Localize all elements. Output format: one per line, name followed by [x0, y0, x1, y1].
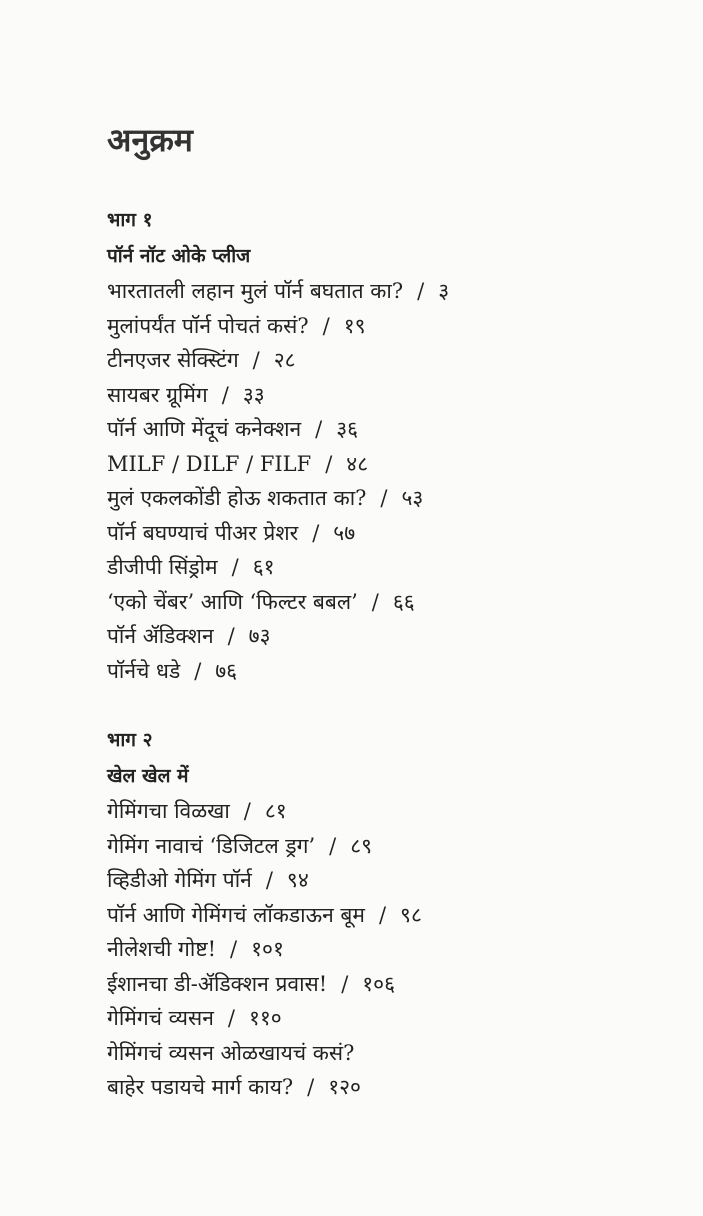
toc-entry [107, 378, 667, 413]
toc-entry [107, 654, 667, 689]
toc-page-number: ३३ [242, 382, 265, 407]
toc-separator: / [243, 799, 251, 823]
toc-separator: / [231, 555, 239, 579]
toc-entry [107, 932, 667, 967]
toc-entry-title: गेमिंगचं व्यसन [107, 1006, 214, 1030]
toc-entry [107, 794, 667, 829]
toc-page-number: ५३ [401, 486, 424, 510]
table-of-contents [107, 118, 667, 1139]
toc-entry-title: ईशानचा डी-ॲडिक्शन प्रवास! [107, 971, 328, 996]
toc-separator: / [341, 971, 349, 996]
toc-page-number: ४८ [346, 451, 369, 476]
toc-entry [107, 550, 667, 585]
toc-separator: / [221, 382, 229, 407]
toc-page-number: ६६ [392, 589, 415, 614]
toc-entry [107, 412, 667, 447]
part-title: पॉर्न नॉट ओके प्लीज [107, 245, 251, 267]
toc-entry-title: ‘एको चेंबर’ आणि ‘फिल्टर बबल’ [107, 589, 358, 614]
toc-entry-title: व्हिडीओ गेमिंग पॉर्न [107, 868, 252, 892]
toc-separator: / [230, 937, 238, 961]
toc-page-number: ११० [248, 1006, 282, 1030]
toc-page-number: १९ [343, 313, 366, 338]
toc-entry [107, 1070, 667, 1105]
toc-entry-title: पॉर्न आणि गेमिंगचं लॉकडाऊन बूम [107, 902, 365, 927]
toc-page-number: १०६ [362, 971, 396, 996]
toc-page-number: ७६ [215, 658, 238, 683]
toc-separator: / [227, 1006, 235, 1030]
toc-entry [107, 863, 667, 898]
toc-entry-title: मुलांपर्यंत पॉर्न पोचतं कसं? [107, 313, 309, 338]
toc-separator: / [380, 486, 388, 510]
toc-page-number: ३६ [336, 417, 359, 441]
toc-separator: / [265, 868, 273, 892]
toc-separator: / [378, 902, 387, 927]
toc-page-number: २८ [273, 348, 296, 372]
page-title: अनुक्रम [107, 121, 193, 159]
toc-separator: / [322, 313, 330, 338]
toc-page-number: ९४ [286, 868, 309, 892]
toc-separator: / [329, 833, 337, 858]
toc-entry-title: पॉर्न ॲडिक्शन [107, 624, 214, 648]
toc-separator: / [417, 279, 425, 303]
toc-entry [107, 967, 667, 1002]
toc-page-number: १२० [328, 1075, 361, 1099]
toc-entry-title: सायबर ग्रूमिंग [107, 382, 208, 407]
toc-page-number: ३ [438, 279, 450, 303]
part-title: खेल खेल में [107, 765, 189, 787]
toc-section [107, 202, 667, 688]
toc-page-number: ७३ [248, 624, 271, 648]
toc-entry-title: पॉर्नचे धडे [107, 658, 181, 683]
toc-page-number: ६१ [252, 555, 275, 579]
toc-separator: / [312, 520, 320, 545]
toc-separator: / [325, 451, 333, 476]
toc-separator: / [252, 348, 260, 372]
toc-separator: / [307, 1075, 315, 1099]
toc-entry [107, 1036, 667, 1071]
toc-page-number: ८१ [264, 799, 287, 823]
toc-parts [107, 202, 667, 1105]
toc-entry [107, 619, 667, 654]
toc-entry [107, 481, 667, 516]
toc-entry [107, 516, 667, 551]
toc-entry [107, 309, 667, 344]
toc-entry-title: MILF / DILF / FILF [107, 451, 312, 476]
toc-separator: / [315, 417, 323, 441]
toc-separator: / [227, 624, 235, 648]
toc-entry [107, 447, 667, 482]
toc-entry-title: पॉर्न आणि मेंदूचं कनेक्शन [107, 417, 302, 441]
toc-page-number: ८९ [350, 833, 373, 858]
part-number: भाग २ [107, 729, 153, 751]
toc-entry [107, 1001, 667, 1036]
toc-section [107, 722, 667, 1105]
toc-separator: / [371, 589, 379, 614]
toc-page-number: १०१ [251, 937, 284, 961]
toc-entry-title: बाहेर पडायचे मार्ग काय? [107, 1075, 294, 1099]
toc-entry [107, 829, 667, 864]
toc-entry-title: डीजीपी सिंड्रोम [107, 555, 218, 579]
toc-separator: / [194, 658, 202, 683]
part-number: भाग १ [107, 209, 153, 231]
toc-entry-title: नीलेशची गोष्ट! [107, 937, 217, 961]
toc-entry [107, 585, 667, 620]
toc-page-number: ९८ [400, 902, 422, 927]
toc-entry-title: पॉर्न बघण्याचं पीअर प्रेशर [107, 520, 299, 545]
toc-page-number: ५७ [333, 520, 356, 545]
toc-entry-title: भारतातली लहान मुलं पॉर्न बघतात का? [107, 279, 404, 303]
toc-entry-title: गेमिंगचा विळखा [107, 799, 230, 823]
toc-entry [107, 898, 667, 933]
toc-entry [107, 274, 667, 309]
toc-entry-title: गेमिंग नावाचं ‘डिजिटल ड्रग’ [107, 833, 316, 858]
toc-entry-title: टीनएजर सेक्स्टिंग [107, 348, 239, 372]
toc-entry [107, 343, 667, 378]
toc-entry-title: गेमिंगचं व्यसन ओळखायचं कसं? [107, 1040, 355, 1065]
toc-entry-title: मुलं एकलकोंडी होऊ शकतात का? [107, 486, 367, 510]
